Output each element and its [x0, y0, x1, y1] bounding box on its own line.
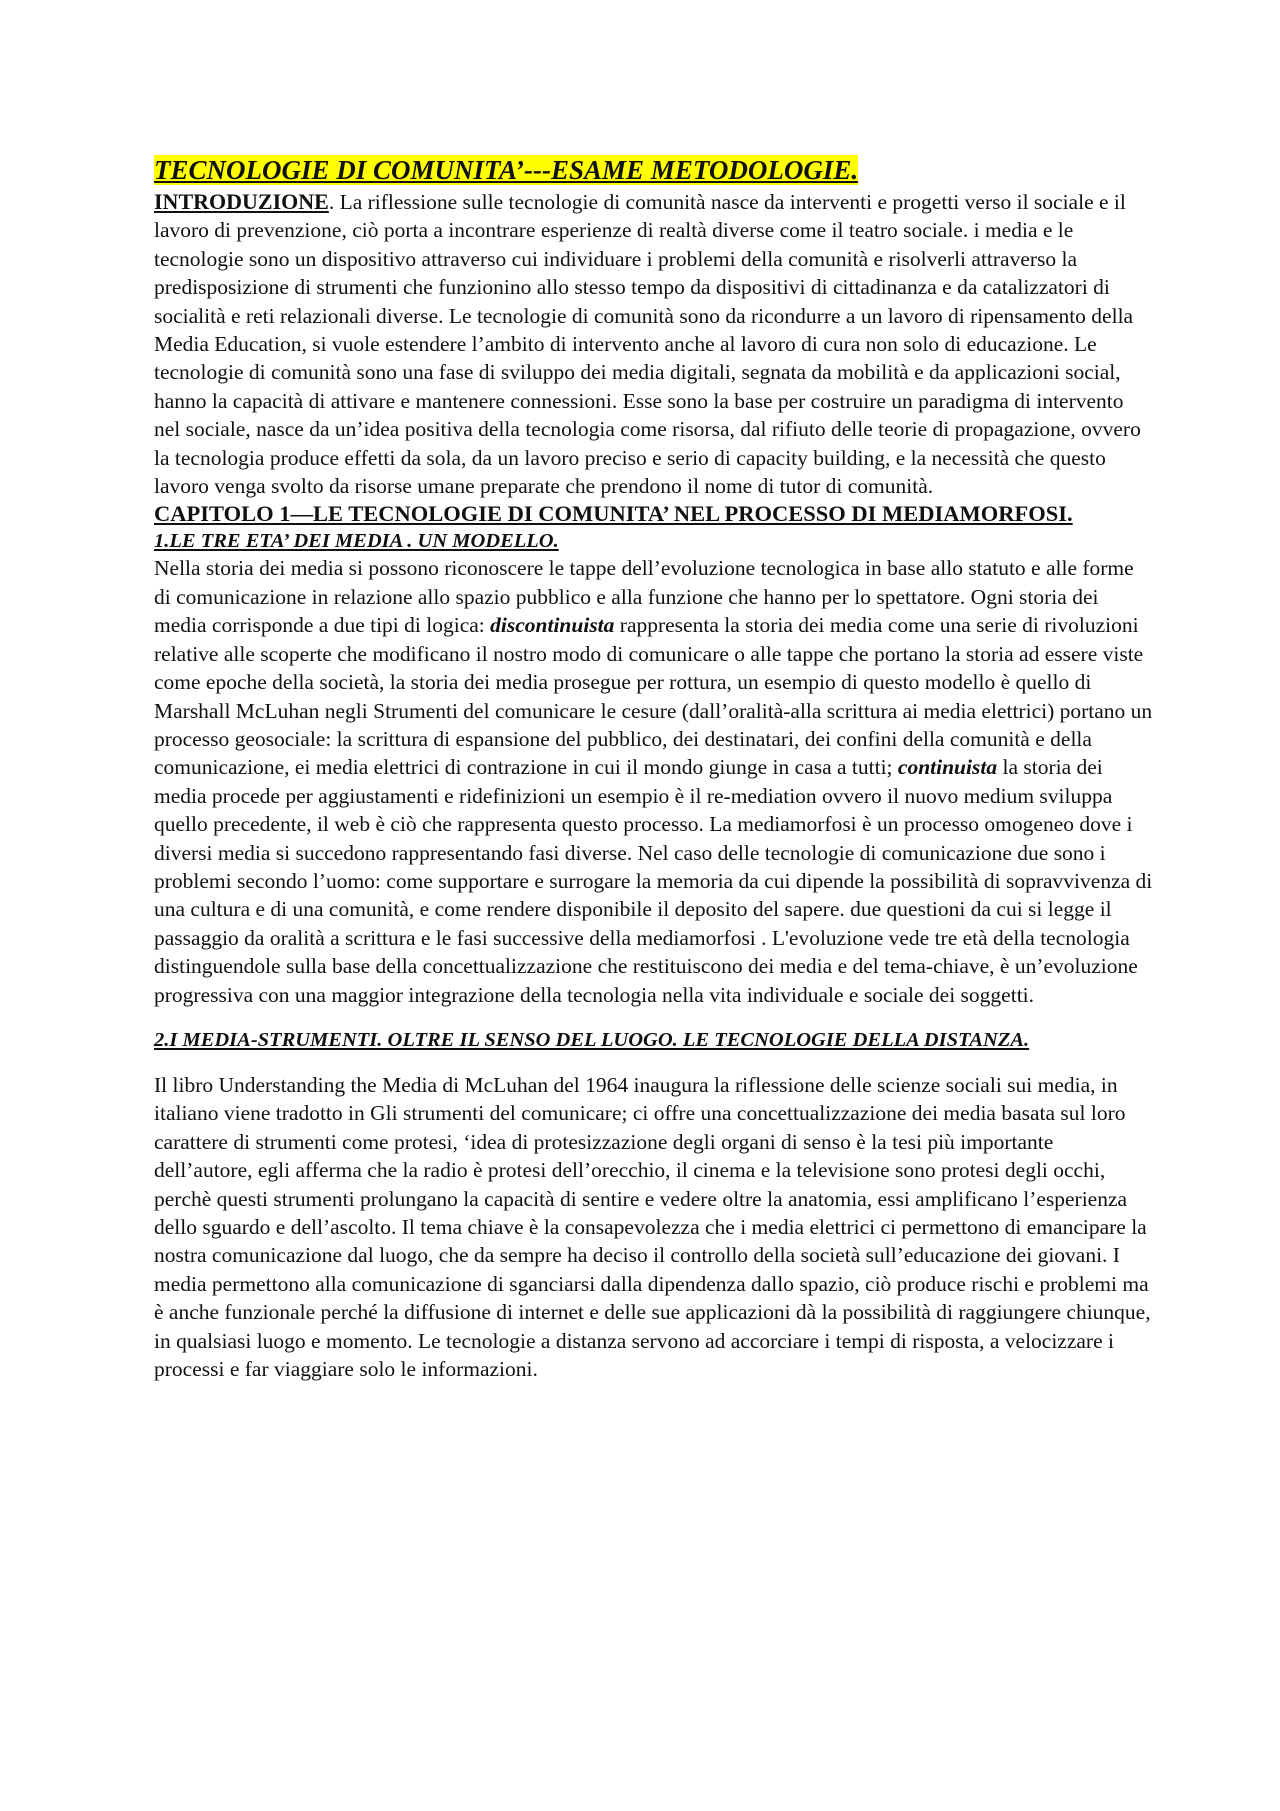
intro-text: . La riflessione sulle tecnologie di comunità nasce da interventi e progetti verso il sociale e il lavoro di prevenzione, ciò porta a incontrare esperienze di realtà diverse come il teatro sociale. i media e le tecnologie sono un dispositivo attraverso cui individuare i problemi della comunità e risolverli attraverso la predisposizione di strumenti che funzionino allo stesso tempo da dispositivi di cittadinanza e da catalizzatori di socialità e reti relazionali diverse. Le tecnologie di comunità sono da ricondurre a un lavoro di ripensamento della Media Education, si vuole estendere l’ambito di intervento anche al lavoro di cura non solo di educazione. Le tecnologie di comunità sono una fase di sviluppo dei media digitali, segnata da mobilità e da applicazioni social, hanno la capacità di attivare e mantenere connessioni. Esse sono la base per costruire un paradigma di intervento nel sociale, nasce da un’idea positiva della tecnologia come risorsa, dal rifiuto delle teorie di propagazione, ovvero la tecnologia produce effetti da sola, da un lavoro preciso e serio di capacity building, e la necessità che questo lavoro venga svolto da risorse umane preparate che prendono il nome di tutor di comunità. — [154, 190, 1141, 499]
section1-part3: la storia dei media procede per aggiustamenti e ridefinizioni un esempio è il re-mediation ovvero il nuovo medium sviluppa quello precedente, il web è ciò che rappresenta questo processo. La mediamorfosi è un processo omogeneo dove i diversi media si succedono rappresentando fasi diverse. Nel caso delle tecnologie di comunicazione due sono i problemi secondo l’uomo: come supportare e surrogare la memoria da cui dipende la possibilità di sopravvivenza di una cultura e di una comunità, e come rendere disponibile il deposito del sapere. due questioni da cui si legge il passaggio da oralità a scrittura e le fasi successive della mediamorfosi . L'evoluzione vede tre età della tecnologia distinguendole sulla base della concettualizzazione che restituiscono dei media e del tema-chiave, è un’evoluzione progressiva con una maggior integrazione della tecnologia nella vita individuale e sociale dei soggetti. — [154, 755, 1153, 1007]
chapter-title: CAPITOLO 1—LE TECNOLOGIE DI COMUNITA’ NEL PROCESSO DI MEDIAMORFOSI. — [154, 501, 1073, 527]
term-continuista: continuista — [897, 755, 998, 780]
term-discontinuista: discontinuista — [490, 613, 615, 638]
section2-paragraph: Il libro Understanding the Media di McLuhan del 1964 inaugura la riflessione delle scienze sociali sui media, in italiano viene tradotto in Gli strumenti del comunicare; ci offre una concettualizzazione dei media basata sul loro carattere di strumenti come protesi, ‘idea di protesizzazione degli organi di senso è la tesi più importante dell’autore, egli afferma che la radio è protesi dell’orecchio, il cinema e la televisione sono protesi degli occhi, perchè questi strumenti prolungano la capacità di sentire e vedere oltre la anatomia, essi amplificano l’esperienza dello sguardo e dell’ascolto. Il tema chiave è la consapevolezza che i media elettrici ci permettono di emancipare la nostra comunicazione dal luogo, che da sempre ha deciso il controllo della società sull’educazione dei giovani. I media permettono alla comunicazione di sganciarsi dalla dipendenza dallo spazio, ciò produce rischi e problemi ma è anche funzionale perché la diffusione di internet e delle sue applicazioni dà la possibilità di raggiungere chiunque, in qualsiasi luogo e momento. Le tecnologie a distanza servono ad accorciare i tempi di risposta, a velocizzare i processi e far viaggiare solo le informazioni. — [154, 1072, 1151, 1382]
section1-part2: rappresenta la storia dei media come una serie di rivoluzioni relative alle scoperte che modificano il nostro modo di comunicare o alle tappe che portano la storia ad essere viste come epoche della società, la storia dei media prosegue per rottura, un esempio di questo modello è quello di Marshall McLuhan negli Strumenti del comunicare le cesure (dall’oralità-alla scrittura ai media elettrici) portano un processo geosociale: la scrittura di espansione del pubblico, dei destinatari, dei confini della comunità e della comunicazione, ei media elettrici di contrazione in cui il mondo giunge in casa a tutti; — [154, 613, 1153, 780]
document-title — [154, 152, 858, 188]
section1-paragraph — [154, 554, 1154, 1009]
section1-part1: Nella storia dei media si possono riconoscere le tappe dell’evoluzione tecnologica in base allo statuto e alle forme di comunicazione in relazione allo spazio pubblico e alla funzione che hanno per lo spettatore. Ogni storia dei media corrisponde a due tipi di logica: — [154, 556, 1134, 638]
intro-label: INTRODUZIONE — [154, 189, 329, 214]
document-page — [154, 152, 1154, 1383]
intro-paragraph — [154, 188, 1154, 500]
section1-title: 1.LE TRE ETA’ DEI MEDIA . UN MODELLO. — [154, 530, 559, 553]
section2-title: 2.I MEDIA-STRUMENTI. OLTRE IL SENSO DEL LUOGO. LE TECNOLOGIE DELLA DISTANZA. — [154, 1028, 1030, 1051]
title-highlight: TECNOLOGIE DI COMUNITA’---ESAME METODOLOGIE. — [154, 155, 859, 185]
